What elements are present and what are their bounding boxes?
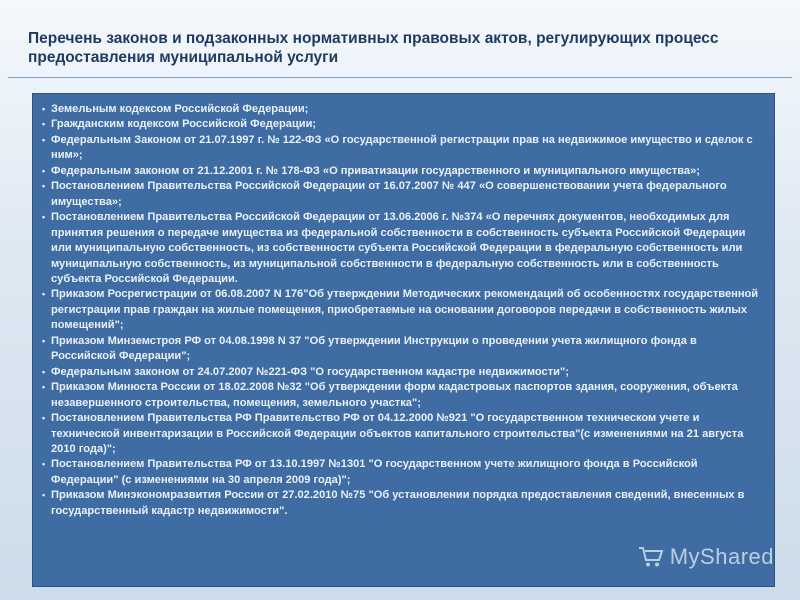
bullet-icon: •	[42, 119, 46, 130]
list-item	[42, 179, 764, 210]
bullet-icon: •	[42, 413, 46, 424]
list-item-text: Гражданским кодексом Российской Федерации;	[51, 118, 317, 131]
list-item	[42, 210, 764, 287]
list-item-text: Приказом Росрегистрации от 06.08.2007 N 176"Об утверждении Методических рекомендаций об особенностях государственной регистрации прав граждан на жилые помещения, приобретаемые на основании договоров передачи в собственность жилых помещений";	[51, 288, 759, 332]
bullet-icon: •	[42, 289, 46, 300]
list-item	[42, 411, 764, 457]
list-item	[42, 457, 764, 488]
list-item-text: Приказом Минюста России от 18.02.2008 №32 "Об утверждении форм кадастровых паспортов здания, сооружения, объекта незавершенного строительства, помещения, земельного участка";	[51, 381, 738, 409]
list-item-text: Федеральным Законом от 21.07.1997 г. № 122-ФЗ «О государственной регистрации прав на недвижимое имущество и сделок с ним»;	[51, 133, 753, 162]
list-item	[42, 133, 764, 164]
watermark	[638, 544, 774, 570]
list-item	[42, 334, 764, 365]
list-item	[42, 102, 764, 117]
watermark-text: MyShared	[669, 544, 774, 569]
bullet-icon: •	[42, 366, 46, 377]
bullet-icon: •	[42, 165, 46, 176]
list-item	[42, 117, 764, 132]
bullet-icon: •	[42, 134, 46, 145]
list-item-text: Постановлением Правительства Российской Федерации от 16.07.2007 № 447 «О совершенствовании учета федерального имущества»;	[51, 180, 727, 208]
title-divider	[8, 77, 792, 78]
list-item-text: Постановлением Правительства Российской Федерации от 13.06.2006 г. №374 «О перечнях документов, необходимых для принятия решения о передаче имущества из федеральной собственности в собственность субъекта Российской Федерации или муниципальную собственность, из собственности субъекта Российской Федерации в федеральную собственность или муниципальную собственность, из муниципальной собственности в федеральную собственность или в собственность субъекта Российской Федерации.	[51, 211, 746, 285]
list-item-text: Постановлением Правительства РФ Правительство РФ от 04.12.2000 №921 "О государственном техническом учете и технической инвентаризации в Российской Федерации объектов капитального строительства"(с изменениями на 21 августа 2010 года)";	[51, 412, 744, 455]
bullet-icon: •	[42, 212, 46, 223]
slide-title: Перечень законов и подзаконных нормативных правовых актов, регулирующих процесс предоставления муниципальной услуги	[28, 30, 719, 66]
bullet-icon: •	[42, 382, 46, 393]
list-item-text: Приказом Минземстроя РФ от 04.08.1998 N 37 "Об утверждении Инструкции о проведении учета жилищного фонда в Российской Федерации";	[51, 334, 697, 363]
list-item	[42, 380, 764, 411]
bullet-icon: •	[42, 335, 46, 346]
bullet-icon: •	[42, 459, 46, 470]
list-item-text: Земельным кодексом Российской Федерации;	[51, 103, 309, 115]
bullet-icon: •	[42, 104, 46, 114]
list-item	[42, 488, 764, 519]
list-item-text: Постановлением Правительства РФ от 13.10.1997 №1301 "О государственном учете жилищного фонда в Российской Федерации" (с изменениями на 30 апреля 2009 года)";	[51, 458, 698, 486]
legal-acts-list	[42, 102, 764, 519]
list-item-text: Федеральным законом от 24.07.2007 №221-ФЗ "О государственном кадастре недвижимости";	[51, 365, 569, 378]
content-box	[32, 93, 775, 587]
shopping-cart-icon	[638, 545, 664, 569]
list-item	[42, 365, 764, 380]
list-item-text: Приказом Минэкономразвития России от 27.02.2010 №75 "Об установлении порядка предоставления сведений, внесенных в государственный кадастр недвижимости".	[51, 489, 745, 517]
list-item-text: Федеральным законом от 21.12.2001 г. № 178-ФЗ «О приватизации государственного и муниципального имущества»;	[51, 164, 700, 177]
list-item	[42, 287, 764, 333]
list-item	[42, 164, 764, 179]
bullet-icon: •	[42, 490, 46, 501]
bullet-icon: •	[42, 181, 46, 192]
